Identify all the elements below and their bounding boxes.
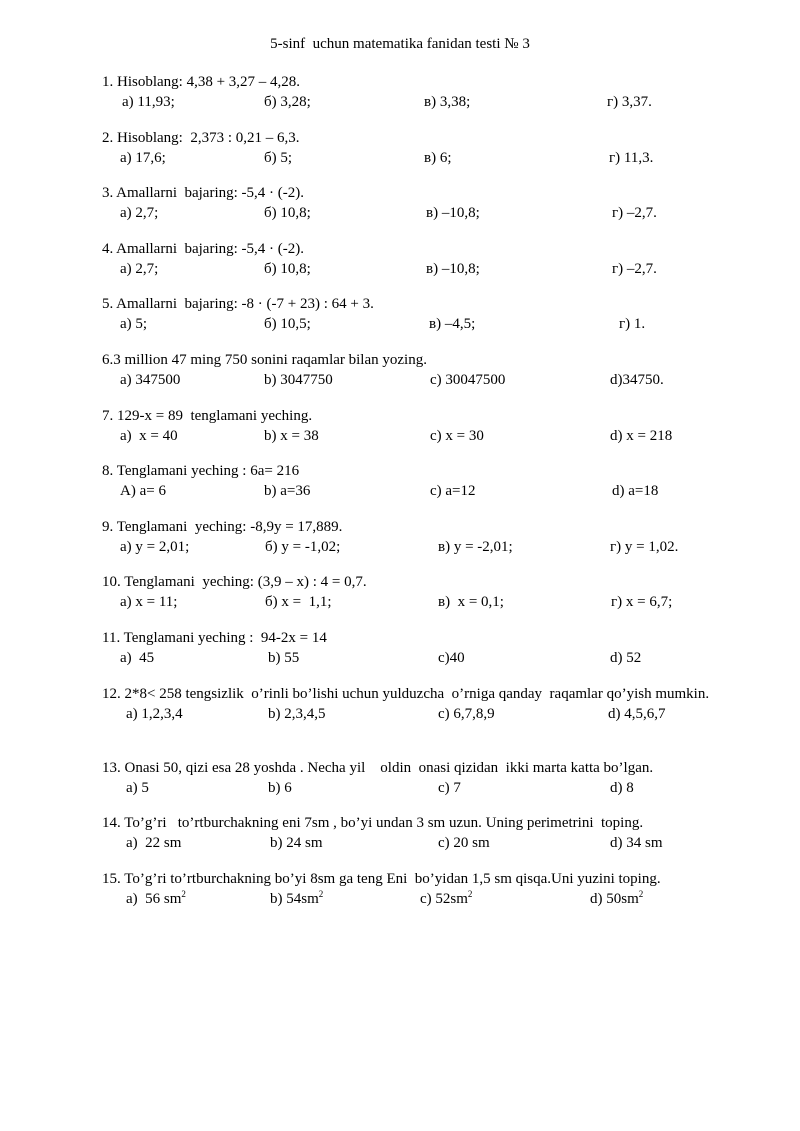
answer-options	[102, 92, 722, 112]
answer-options	[102, 537, 722, 557]
question-10	[102, 572, 722, 628]
option-a[interactable]: a) 2,7;	[120, 260, 159, 277]
question-text: 2. Hisoblang: 2,373 : 0,21 – 6,3.	[102, 129, 300, 146]
question-7	[102, 406, 722, 462]
option-a[interactable]: a) 2,7;	[120, 205, 159, 222]
option-d[interactable]: г) 11,3.	[609, 149, 654, 166]
option-b[interactable]: b) 2,3,4,5	[268, 705, 326, 722]
question-text: 15. To’g’ri to’rtburchakning bo’yi 8sm ga teng Eni bo’yidan 1,5 sm qisqa.Uni yuzini toping.	[102, 870, 661, 887]
option-a[interactable]: a) y = 2,01;	[120, 538, 190, 555]
option-b[interactable]: б) y = -1,02;	[265, 538, 341, 555]
question-text: 12. 2*8< 258 tengsizlik o’rinli bo’lishi uchun yulduzcha o’rniga qanday raqamlar qo’yish mumkin.	[102, 685, 710, 702]
question-1	[102, 72, 722, 128]
option-label: c) 52sm	[420, 890, 468, 907]
option-c[interactable]: в) y = -2,01;	[438, 538, 513, 555]
option-d[interactable]: г) –2,7.	[612, 260, 657, 277]
option-d[interactable]: г) –2,7.	[612, 205, 657, 222]
question-text: 14. To’g’ri to’rtburchakning eni 7sm , bo’yi undan 3 sm uzun. Uning perimetrini toping.	[102, 815, 644, 832]
option-d[interactable]: г) 1.	[619, 316, 646, 333]
question-15	[102, 869, 722, 925]
answer-options	[102, 426, 722, 446]
answer-options	[102, 592, 722, 612]
option-c[interactable]: c) 30047500	[430, 371, 506, 388]
option-a[interactable]	[126, 889, 186, 909]
answer-options	[102, 370, 722, 390]
question-text: 10. Tenglamani yeching: (3,9 – x) : 4 = 0,7.	[102, 574, 367, 591]
option-c[interactable]: c)40	[438, 649, 465, 666]
option-c[interactable]: в) 6;	[424, 149, 452, 166]
question-2	[102, 128, 722, 184]
option-c[interactable]: c) 6,7,8,9	[438, 705, 495, 722]
option-c[interactable]: c) 7	[438, 779, 461, 796]
answer-options	[102, 778, 722, 798]
answer-options	[102, 704, 722, 724]
option-c[interactable]: c) 20 sm	[438, 835, 490, 852]
answer-options	[102, 889, 722, 909]
question-6	[102, 350, 722, 406]
question-8	[102, 461, 722, 517]
question-12	[102, 684, 722, 758]
option-d[interactable]	[590, 889, 643, 909]
question-text: 8. Tenglamani yeching : 6a= 216	[102, 463, 300, 480]
option-c[interactable]: c) x = 30	[430, 427, 484, 444]
option-d[interactable]: г) 3,37.	[607, 94, 652, 110]
option-d[interactable]: d) 34 sm	[610, 835, 663, 852]
answer-options	[102, 314, 722, 334]
option-d[interactable]: d)34750.	[610, 371, 664, 388]
option-c[interactable]: в) x = 0,1;	[438, 594, 504, 611]
answer-options	[102, 833, 722, 853]
superscript: 2	[638, 888, 644, 899]
question-text: 3. Amallarni bajaring: -5,4 · (-2).	[102, 185, 305, 202]
option-a[interactable]: a) 22 sm	[126, 835, 182, 852]
option-label: a) 56 sm	[126, 890, 182, 907]
option-b[interactable]: б) 5;	[264, 149, 293, 166]
option-c[interactable]: в) –10,8;	[426, 260, 480, 277]
question-5	[102, 294, 722, 350]
option-label: d) 50sm	[590, 890, 639, 907]
questions-list	[102, 72, 722, 924]
superscript: 2	[318, 888, 324, 899]
question-text: 5. Amallarni bajaring: -8 · (-7 + 23) : 64 + 3.	[102, 296, 374, 313]
question-text: 13. Onasi 50, qizi esa 28 yoshda . Necha yil oldin onasi qizidan ikki marta katta bo’lgan.	[102, 759, 654, 776]
question-text: 7. 129-x = 89 tenglamani yeching.	[102, 407, 313, 424]
option-d[interactable]: d) 52	[610, 649, 642, 666]
option-b[interactable]: b) 3047750	[264, 371, 333, 388]
option-b[interactable]: b) 24 sm	[270, 835, 323, 852]
option-b[interactable]: б) x = 1,1;	[265, 594, 332, 611]
question-text: 11. Tenglamani yeching : 94-2x = 14	[102, 629, 327, 646]
option-c[interactable]: в) –4,5;	[429, 316, 476, 333]
question-14	[102, 813, 722, 869]
answer-options	[102, 148, 722, 168]
option-c[interactable]: в) 3,38;	[424, 94, 471, 110]
option-a[interactable]: A) a= 6	[120, 483, 166, 500]
option-b[interactable]: b) 55	[268, 649, 300, 666]
question-11	[102, 628, 722, 684]
option-label: b) 54sm	[270, 890, 319, 907]
option-b[interactable]	[270, 889, 323, 909]
option-c[interactable]	[420, 889, 472, 909]
option-b[interactable]: б) 10,8;	[264, 260, 311, 277]
question-13	[102, 758, 722, 814]
option-b[interactable]: б) 10,5;	[264, 316, 311, 333]
option-d[interactable]: d) 8	[610, 779, 634, 796]
option-d[interactable]: г) y = 1,02.	[610, 538, 679, 555]
option-b[interactable]: b) a=36	[264, 483, 311, 500]
answer-options	[102, 481, 722, 501]
superscript: 2	[181, 888, 186, 899]
superscript: 2	[467, 888, 473, 899]
option-a[interactable]: a) 347500	[120, 371, 181, 388]
question-text: 1. Hisoblang: 4,38 + 3,27 – 4,28.	[102, 74, 301, 90]
option-d[interactable]: d) x = 218	[610, 427, 673, 444]
option-b[interactable]: б) 10,8;	[264, 205, 311, 222]
option-a[interactable]: a) 1,2,3,4	[126, 705, 183, 722]
answer-options	[102, 203, 722, 223]
question-text: 6.3 million 47 ming 750 sonini raqamlar bilan yozing.	[102, 351, 427, 368]
option-b[interactable]: b) x = 38	[264, 427, 319, 444]
option-c[interactable]: в) –10,8;	[426, 205, 480, 222]
answer-options	[102, 648, 722, 668]
option-d[interactable]: d) a=18	[612, 483, 659, 500]
option-a[interactable]: a) 5;	[120, 316, 148, 333]
option-d[interactable]: г) x = 6,7;	[611, 594, 673, 611]
question-text: 4. Amallarni bajaring: -5,4 · (-2).	[102, 240, 305, 257]
page-title: 5-sinf uchun matematika fanidan testi № 3	[270, 36, 530, 52]
question-9	[102, 517, 722, 573]
option-b[interactable]: б) 3,28;	[264, 94, 311, 110]
question-4	[102, 239, 722, 295]
option-d[interactable]: d) 4,5,6,7	[608, 705, 666, 722]
option-a[interactable]: a) 5	[126, 779, 149, 796]
option-a[interactable]: a) x = 40	[120, 427, 178, 444]
option-b[interactable]: b) 6	[268, 779, 292, 796]
option-a[interactable]: a) 11,93;	[122, 94, 175, 110]
question-text: 9. Tenglamani yeching: -8,9y = 17,889.	[102, 518, 343, 535]
answer-options	[102, 259, 722, 279]
question-3	[102, 183, 722, 239]
option-a[interactable]: a) 45	[120, 649, 155, 666]
option-a[interactable]: a) 17,6;	[120, 149, 166, 166]
option-c[interactable]: c) a=12	[430, 483, 476, 500]
option-a[interactable]: a) x = 11;	[120, 594, 178, 611]
